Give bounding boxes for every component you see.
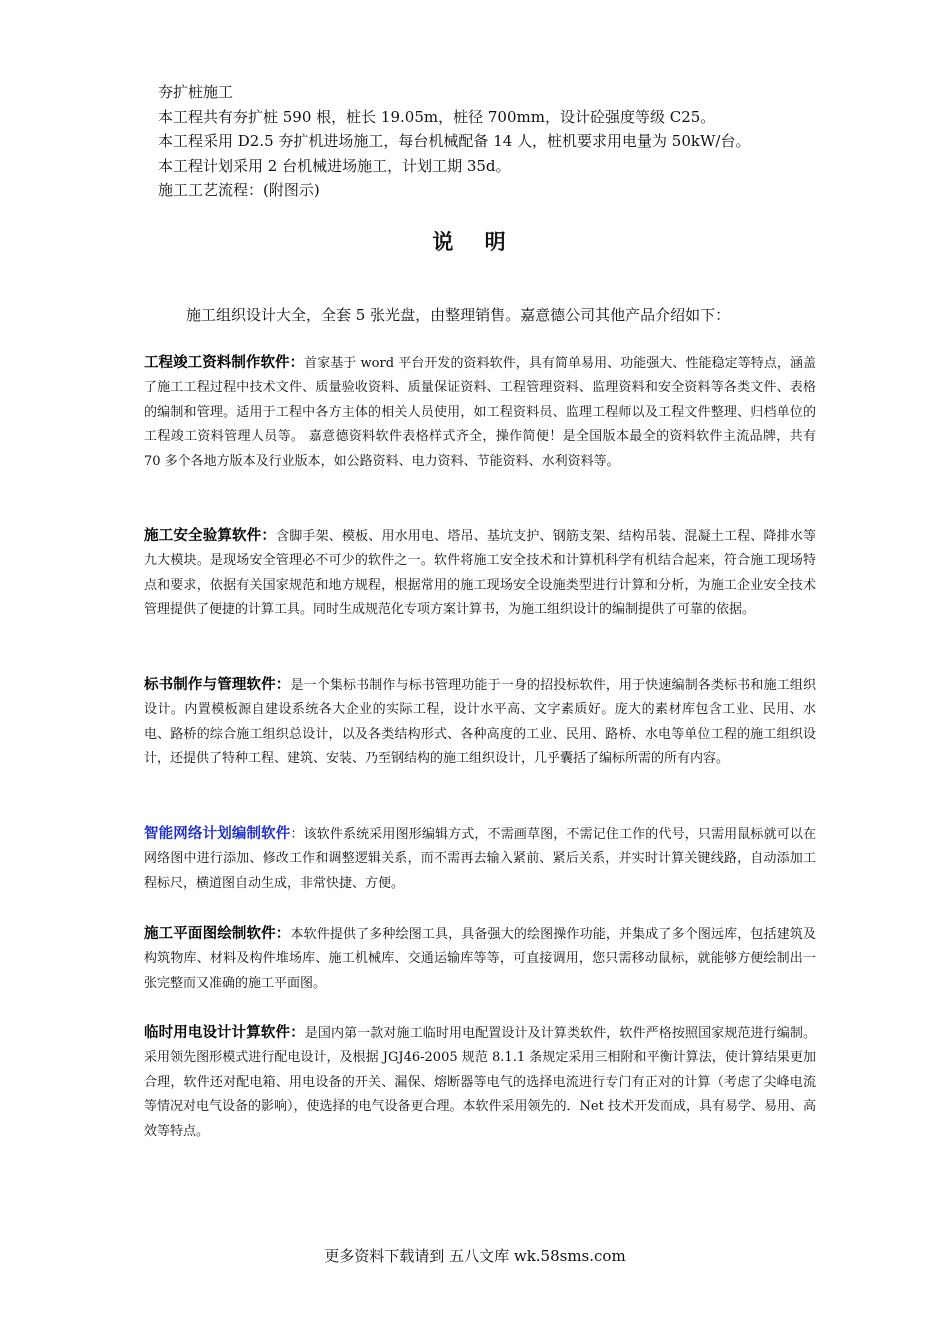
section-completion-docs <box>144 351 816 474</box>
section-temp-power <box>144 1021 816 1144</box>
section-network-plan <box>144 822 816 896</box>
section-title: 工程竣工资料制作软件： <box>144 355 305 371</box>
section-title: 施工平面图绘制软件： <box>144 926 291 942</box>
section-body: 是一个集标书制作与标书管理功能于一身的招投标软件，用于快速编制各类标书和施工组织设计。内置模板源自建设系统各大企业的实际工程，设计水平高、文字素质好。庞大的素材库包含工业、民用、水电、路桥的综合施工组织总设计，以及各类结构形式、各种高度的工业、民用、路桥、水电等单位工程的施工组织设计，还提供了特种工程、建筑、安装、乃至钢结构的施工组织设计，几乎囊括了编标所需的所有内容。 <box>144 678 816 767</box>
section-body: ：该软件系统采用图形编辑方式，不需画草图，不需记住工作的代号，只需用鼠标就可以在网络图中进行添加、修改工作和调整逻辑关系，而不需再去输入紧前、紧后关系，并实时计算关键线路，自动添加工程标尺，横道图自动生成，非常快捷、方便。 <box>144 827 816 891</box>
section-title: 标书制作与管理软件： <box>144 677 291 693</box>
section-title: 临时用电设计计算软件： <box>144 1025 305 1041</box>
intro-line: 本工程共有夯扩桩 590 根，桩长 19.05m，桩径 700mm，设计砼强度等级 C25。 <box>158 107 716 126</box>
section-body: 是国内第一款对施工临时用电配置设计及计算类软件，软件严格按照国家规范进行编制。采用领先图形模式进行配电设计，及根据 JGJ46-2005 规范 8.1.1 条规定采用三相附和平衡计算法，使计算结果更加合理，软件还对配电箱、用电设备的开关、漏保、熔断器等电气的选择电流进行专门有正对的计算（考虑了尖峰电流等情况对电气设备的影响），使选择的电气设备更合理。本软件采用领先的．Net 技术开发而成，具有易学、易用、高效等特点。 <box>144 1026 816 1139</box>
lead-paragraph: 施工组织设计大全，全套 5 张光盘，由整理销售。嘉意德公司其他产品介绍如下： <box>186 306 731 324</box>
section-body: 本软件提供了多种绘图工具，具备强大的绘图操作功能，并集成了多个图远库，包括建筑及构筑物库、材料及构件堆场库、施工机械库、交通运输库等等，可直接调用，您只需移动鼠标，就能够方便绘制出一张完整而又准确的施工平面图。 <box>144 927 816 991</box>
section-title: 施工安全验算软件： <box>144 528 277 544</box>
section-bid-docs <box>144 673 816 772</box>
intro-line: 施工工艺流程：(附图示) <box>158 181 320 199</box>
section-body: 含脚手架、模板、用水用电、塔吊、基坑支护、钢筋支架、结构吊装、混凝土工程、降排水等九大模块。是现场安全管理必不可少的软件之一。软件将施工安全技术和计算机科学有机结合起来，符合施工现场特点和要求，依据有关国家规范和地方规程，根据常用的施工现场安全设施类型进行计算和分析，为施工企业安全技术管理提供了便捷的计算工具。同时生成规范化专项方案计算书，为施工组织设计的编制提供了可靠的依据。 <box>144 529 816 618</box>
intro-line: 夯扩桩施工 <box>158 83 234 101</box>
intro-block <box>158 80 838 203</box>
section-site-plan <box>144 922 816 996</box>
intro-line: 本工程计划采用 2 台机械进场施工，计划工期 35d。 <box>158 156 511 175</box>
section-safety-calc <box>144 524 816 623</box>
footer-link-text: 更多资料下载请到 五八文库 wk.58sms.com <box>324 1247 626 1265</box>
section-body: 首家基于 word 平台开发的资料软件，具有简单易用、功能强大、性能稳定等特点，涵盖了施工工程过程中技术文件、质量验收资料、质量保证资料、工程管理资料、监理资料和安全资料等各类文件、表格的编制和管理。适用于工程中各方主体的相关人员使用，如工程资料员、监理工程师以及工程文件整理、归档单位的工程竣工资料管理人员等。 嘉意德资料软件表格样式齐全，操作简便！是全国版本最全的资料软件主流品牌，共有 70 多个各地方版本及行业版本，如公路资料、电力资料、节能资料、水利资料等。 <box>144 356 817 469</box>
intro-line: 本工程采用 D2.5 夯扩机进场施工，每台机械配备 14 人，桩机要求用电量为 50kW/台。 <box>158 132 751 150</box>
page-title: 说 明 <box>432 230 518 254</box>
section-title: 智能网络计划编制软件 <box>144 826 291 842</box>
